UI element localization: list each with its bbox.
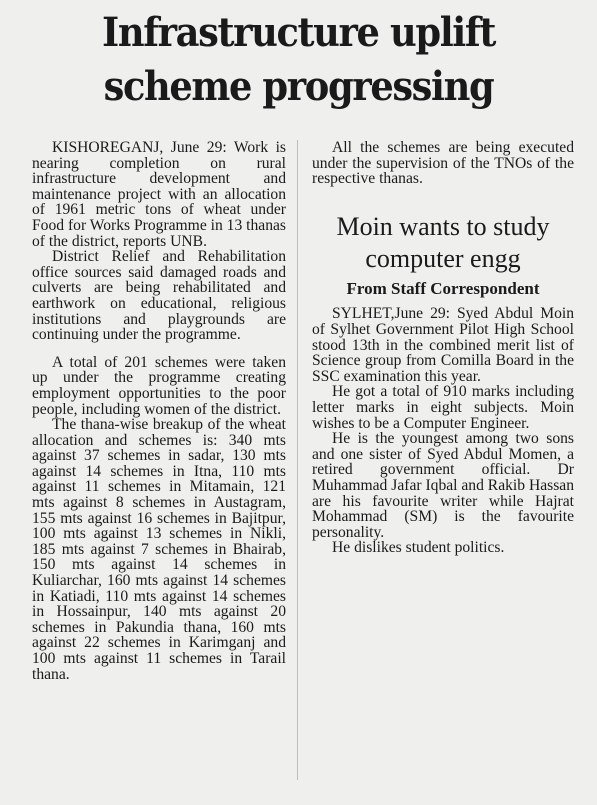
article2-headline-line-2: computer engg (365, 243, 521, 273)
article2-headline (312, 211, 574, 275)
main-headline (24, 6, 573, 114)
article2-paragraph-4: He dislikes student politics. (332, 539, 505, 557)
article2-headline-line-1: Moin wants to study (336, 211, 550, 241)
article2-paragraph-3: He is the youngest among two sons and one sister of Syed Abdul Momen, a retired government official. Dr Muhammad Jafar Iqbal and Rakib Hassan are his favourite writer while Hajrat Mohammad (SM) is the favourite personality. (312, 430, 574, 541)
column-divider (297, 140, 298, 780)
article1-paragraph-2: District Relief and Rehabilitation office sources said damaged roads and culverts are being rehabilitated and earthwork on educational, religious institutions and playgrounds are continuing under the programme. (32, 248, 286, 344)
article2-paragraph-1: SYLHET,June 29: Syed Abdul Moin of Sylhet Government Pilot High School stood 13th in the combined merit list of Science group from Comilla Board in the SSC examination this year. (312, 305, 574, 385)
headline-line-1: Infrastructure uplift (102, 9, 495, 56)
article1-paragraph-4: The thana-wise breakup of the wheat allocation and schemes is: 340 mts against 37 schemes in sadar, 130 mts against 14 schemes in Itna, 110 mts against 11 schemes in Mitamain, 121 mts against 8 schemes in Austagram, 155 mts against 16 schemes in Bajitpur, 100 mts against 13 schemes in Nikli, 185 mts against 7 schemes in Bhairab, 150 mts against 14 schemes in Kuliarchar, 160 mts against 14 schemes in Katiadi, 110 mts against 14 schemes in Hossainpur, 140 mts against 20 schemes in Pakundia thana, 160 mts against 22 schemes in Karimganj and 100 mts against 11 schemes in Tarail thana. (32, 416, 286, 683)
article-column-left (32, 140, 286, 682)
article1-paragraph-3: A total of 201 schemes were taken up under the programme creating employment opportunities to the poor people, including women of the district. (32, 353, 286, 418)
article1-paragraph-5: All the schemes are being executed under the supervision of the TNOs of the respective thanas. (312, 139, 574, 188)
article1-paragraph-1: KISHOREGANJ, June 29: Work is nearing completion on rural infrastructure development and maintenance project with an allocation of 1961 metric tons of wheat under Food for Works Programme in 13 thanas of the district, reports UNB. (32, 139, 286, 250)
article2-paragraph-2: He got a total of 910 marks including letter marks in eight subjects. Moin wishes to be a Computer Engineer. (312, 383, 574, 432)
article2-byline: From Staff Correspondent (346, 278, 540, 298)
headline-line-2: scheme progressing (103, 63, 494, 110)
article-column-right (312, 140, 574, 556)
